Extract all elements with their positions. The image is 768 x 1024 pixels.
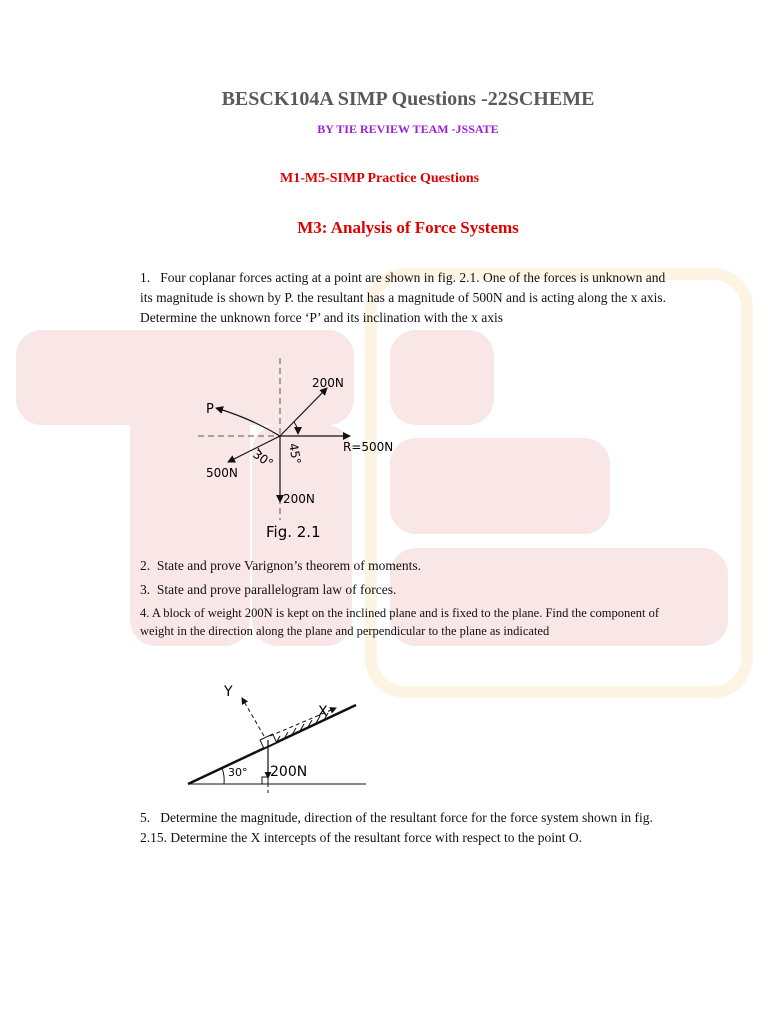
y-axis-arrow [242,698,264,736]
label-y: Y [224,684,233,700]
question-text: A block of weight 200N is kept on the inclined plane and is fixed to the plane. Find the component of weight in the direction along the plane and perpendicular to the plane as indicated [140,606,660,638]
question-3 [140,580,680,600]
label-200n-up: 200N [312,376,344,390]
question-5 [140,808,670,848]
angle-45-arc [294,422,298,434]
question-2 [140,556,680,576]
label-200n-down: 200N [283,492,315,506]
force-200n-up-arrow [280,388,327,436]
question-number: 5. [140,810,151,825]
inclined-plane-diagram [180,678,380,798]
question-number: 2. [140,558,151,573]
label-angle-30: 30° [250,446,276,471]
question-4 [140,604,670,640]
question-1 [140,268,680,328]
document-subtitle: BY TIE REVIEW TEAM -JSSATE [317,122,499,136]
module-heading: M3: Analysis of Force Systems [297,218,519,237]
label-p: P [206,402,214,417]
label-angle-45: 45° [286,442,304,466]
force-diagram-fig-2-1 [190,350,430,545]
question-text: Four coplanar forces acting at a point are shown in fig. 2.1. One of the forces is unknown and its magnitude is shown by P. the resultant has a magnitude of 500N and is acting along the x axis. Determine the unknown force ‘P’ and its inclination with the x axis [140,270,667,325]
question-number: 4. [140,606,150,620]
label-resultant: R=500N [343,440,394,454]
document-title: BESCK104A SIMP Questions -22SCHEME [221,88,595,110]
angle-arc [222,768,224,784]
figure-caption: Fig. 2.1 [266,523,321,541]
question-text: Determine the magnitude, direction of the resultant force for the force system shown in fig. 2.15. Determine the X intercepts of the resultant force with respect to the point O. [140,810,653,845]
force-p-arrow [216,408,280,436]
label-x: X [318,704,328,720]
question-text: State and prove Varignon’s theorem of moments. [156,558,421,573]
label-500n: 500N [206,466,238,480]
label-angle: 30° [228,766,248,779]
label-weight: 200N [270,764,308,780]
question-text: State and prove parallelogram law of forces. [156,582,397,597]
right-angle-mark [262,777,268,784]
practice-heading: M1-M5-SIMP Practice Questions [280,171,480,186]
question-number: 3. [140,582,151,597]
question-number: 1. [140,270,151,285]
